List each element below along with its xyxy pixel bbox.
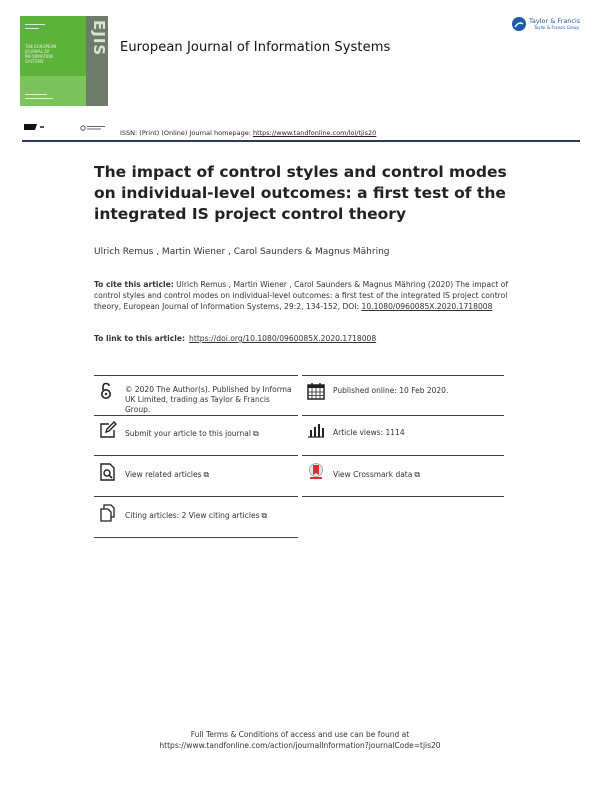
cover-rule: [25, 98, 53, 99]
cite-text: Ulrich Remus , Martin Wiener , Carol Saunders & Magnus Mähring (2020) The impact of control styles and control modes on individual-level outcomes: a first test of the integrated IS project control theory, European Journal of Information Systems, 29:2, 134-152, DOI:: [94, 280, 508, 311]
grid-rule: [302, 455, 504, 456]
submit-article-link[interactable]: [125, 429, 259, 439]
open-access-icon: [99, 382, 117, 404]
published-date: Published online: 10 Feb 2020.: [333, 386, 449, 395]
edit-icon: [99, 421, 117, 443]
publisher-logo-icon: [512, 17, 526, 31]
cover-title-line: INFORMATION: [25, 54, 54, 59]
external-link-icon: ⧉: [261, 511, 268, 520]
grid-rule: [94, 537, 298, 538]
article-views: Article views: 1114: [333, 428, 405, 437]
grid-rule: [302, 375, 504, 376]
footer-terms: Full Terms & Conditions of access and use can be found at: [190, 730, 410, 739]
citing-articles-label: Citing articles: 2 View citing articles: [125, 511, 260, 520]
cover-title-line: JOURNAL OF: [25, 49, 50, 54]
grid-rule: [302, 496, 504, 497]
grid-rule: [94, 415, 298, 416]
issn-line: [120, 129, 376, 137]
title-line: The impact of control styles and control modes: [94, 163, 507, 181]
issn-label: ISSN: (Print) (Online) Journal homepage:: [120, 129, 253, 137]
cover-rule: [25, 24, 45, 25]
article-title: [94, 162, 514, 225]
grid-rule: [94, 496, 298, 497]
publisher-name: Taylor & Francis: [529, 17, 581, 25]
cite-doi-link[interactable]: 10.1080/0960085X.2020.1718008: [361, 302, 493, 311]
cover-title-line: THE EUROPEAN: [25, 44, 57, 49]
open-access-text: © 2020 The Author(s). Published by Informa UK Limited, trading as Taylor & Francis Group.: [125, 385, 292, 414]
grid-rule: [94, 375, 298, 376]
logo-marks-icon: [24, 121, 114, 135]
header-divider: [22, 140, 580, 142]
cite-label: To cite this article:: [94, 280, 174, 289]
crossmark-icon: [307, 462, 325, 484]
cover-spine-text: EJIS: [90, 20, 108, 57]
bar-chart-icon: [307, 421, 325, 443]
article-link-row: [94, 334, 376, 343]
title-line: on individual-level outcomes: a first test of the: [94, 184, 506, 202]
journal-title[interactable]: European Journal of Information Systems: [120, 40, 391, 55]
author-list: Ulrich Remus , Martin Wiener , Carol Saunders & Magnus Mähring: [94, 247, 390, 257]
article-doi-link[interactable]: https://doi.org/10.1080/0960085X.2020.1718008: [189, 334, 377, 343]
footer: [0, 729, 600, 751]
cover-lower-panel: [20, 76, 86, 106]
title-line: integrated IS project control theory: [94, 205, 407, 223]
journal-logos: [24, 120, 114, 139]
citing-articles-link[interactable]: [125, 511, 267, 521]
submit-article-label: Submit your article to this journal: [125, 429, 251, 438]
external-link-icon: ⧉: [203, 470, 210, 479]
related-articles-label: View related articles: [125, 470, 202, 479]
citing-articles-icon: [99, 504, 117, 526]
crossmark-link[interactable]: [333, 470, 420, 480]
related-articles-icon: [99, 463, 117, 485]
grid-rule: [302, 415, 504, 416]
journal-cover[interactable]: [20, 16, 108, 106]
link-label: To link to this article:: [94, 334, 186, 343]
publisher-logo[interactable]: [512, 17, 584, 35]
grid-rule: [94, 455, 298, 456]
related-articles-link[interactable]: [125, 470, 209, 480]
citation-block: [94, 279, 514, 312]
crossmark-label: View Crossmark data: [333, 470, 413, 479]
cover-rule: [25, 28, 39, 29]
external-link-icon: ⧉: [252, 429, 259, 438]
journal-homepage-link[interactable]: https://www.tandfonline.com/loi/tjis20: [252, 129, 377, 137]
publisher-group: Taylor & Francis Group: [534, 25, 579, 30]
footer-terms-url[interactable]: https://www.tandfonline.com/action/journalInformation?journalCode=tjis20: [159, 741, 441, 750]
external-link-icon: ⧉: [414, 470, 421, 479]
cover-rule: [25, 94, 47, 95]
calendar-icon: [307, 382, 325, 404]
cover-title-line: SYSTEMS: [25, 59, 44, 64]
